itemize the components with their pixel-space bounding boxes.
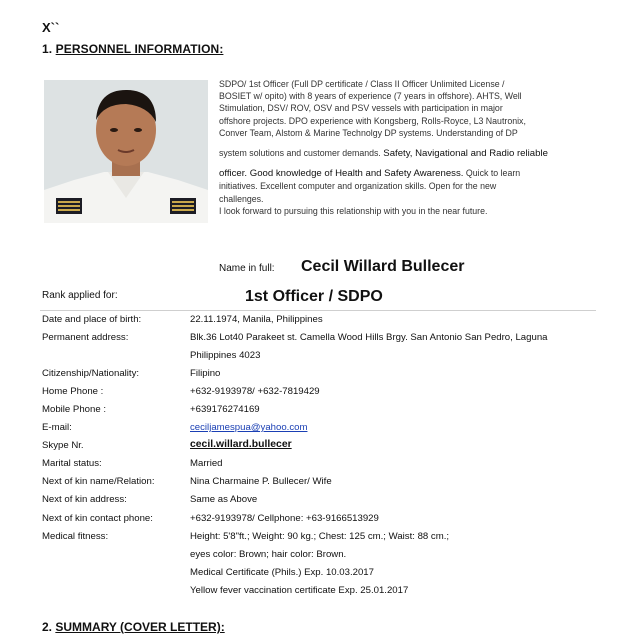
section-heading-summary bbox=[42, 620, 225, 634]
mobile-phone-value: +639176274169 bbox=[190, 404, 260, 415]
marital-label: Marital status: bbox=[42, 458, 102, 469]
kin-phone-value: +632-9193978/ Cellphone: +63-9166513929 bbox=[190, 513, 379, 524]
bio-line-emphasis: Safety, Navigational and Radio reliable bbox=[383, 148, 548, 160]
name-label: Name in full: bbox=[219, 263, 275, 274]
address-label: Permanent address: bbox=[42, 332, 129, 343]
bio-line: SDPO/ 1st Officer (Full DP certificate / Class II Officer Unlimited License / bbox=[219, 79, 505, 89]
bio-line: initiatives. Excellent computer and organization skills. Open for the new bbox=[219, 181, 497, 192]
rank-value: 1st Officer / SDPO bbox=[245, 288, 383, 305]
citizenship-value: Filipino bbox=[190, 368, 221, 379]
full-name: Cecil Willard Bullecer bbox=[301, 258, 465, 275]
bio-line: Conver Team, Alstom & Marine Technolgy DP systems. Understanding of DP bbox=[219, 127, 518, 138]
section-title: PERSONNEL INFORMATION: bbox=[55, 42, 224, 56]
rank-label: Rank applied for: bbox=[42, 290, 118, 301]
mobile-phone-label: Mobile Phone : bbox=[42, 404, 106, 415]
divider bbox=[40, 310, 596, 311]
medical-certificate: Medical Certificate (Phils.) Exp. 10.03.2017 bbox=[190, 567, 374, 578]
medical-value: Height: 5'8"ft.; Weight: 90 kg.; Chest: 125 cm.; Waist: 88 cm.; bbox=[190, 531, 450, 542]
bio-line: BOSIET w/ opito) with 8 years of experience (7 years in offshore). AHTS, Well bbox=[219, 91, 522, 102]
email-link[interactable]: ceciljamespua@yahoo.com bbox=[190, 422, 308, 433]
citizenship-label: Citizenship/Nationality: bbox=[42, 368, 140, 379]
birth-value: 22.11.1974, Manila, Philippines bbox=[190, 314, 323, 325]
bio-line: system solutions and customer demands. bbox=[219, 148, 384, 159]
kin-name-label: Next of kin name/Relation: bbox=[42, 476, 155, 487]
profile-photo bbox=[44, 80, 208, 223]
section-title: SUMMARY (COVER LETTER): bbox=[55, 620, 225, 634]
kin-phone-label: Next of kin contact phone: bbox=[42, 513, 153, 524]
bio-line-emphasis: officer. Good knowledge of Health and Safety Awareness. bbox=[219, 168, 464, 180]
kin-address-value: Same as Above bbox=[190, 494, 258, 505]
home-phone-value: +632-9193978/ +632-7819429 bbox=[190, 386, 320, 397]
home-phone-label: Home Phone : bbox=[42, 386, 104, 397]
section-heading-personnel bbox=[42, 42, 223, 56]
portrait-image bbox=[44, 80, 208, 223]
email-label: E-mail: bbox=[42, 422, 72, 433]
bio-line: I look forward to pursuing this relationship with you in the near future. bbox=[219, 205, 488, 216]
section-number: 2. bbox=[42, 620, 53, 634]
kin-address-label: Next of kin address: bbox=[42, 494, 127, 505]
address-value-line2: Philippines 4023 bbox=[190, 350, 261, 361]
bio-line: offshore projects. DPO experience with Kongsberg, Rolls-Royce, L3 Nautronix, bbox=[219, 115, 526, 126]
yellow-fever-certificate: Yellow fever vaccination certificate Exp. 25.01.2017 bbox=[190, 585, 409, 596]
bio-line: challenges. bbox=[219, 193, 264, 204]
marital-value: Married bbox=[190, 458, 223, 469]
bio-line: Quick to learn bbox=[463, 168, 521, 179]
bio-line: Stimulation, DSV/ ROV, OSV and PSV vessels with participation in major bbox=[219, 103, 503, 114]
skype-value: cecil.willard.bullecer bbox=[190, 439, 292, 450]
header-mark: X`` bbox=[42, 20, 60, 35]
birth-label: Date and place of birth: bbox=[42, 314, 142, 325]
skype-label: Skype Nr. bbox=[42, 440, 84, 451]
section-number: 1. bbox=[42, 42, 53, 56]
medical-label: Medical fitness: bbox=[42, 531, 109, 542]
bio-summary bbox=[219, 78, 589, 217]
kin-name-value: Nina Charmaine P. Bullecer/ Wife bbox=[190, 476, 332, 487]
medical-value-line2: eyes color: Brown; hair color: Brown. bbox=[190, 549, 347, 560]
address-value: Blk.36 Lot40 Parakeet st. Camella Wood Hills Brgy. San Antonio San Pedro, Laguna bbox=[190, 332, 548, 343]
